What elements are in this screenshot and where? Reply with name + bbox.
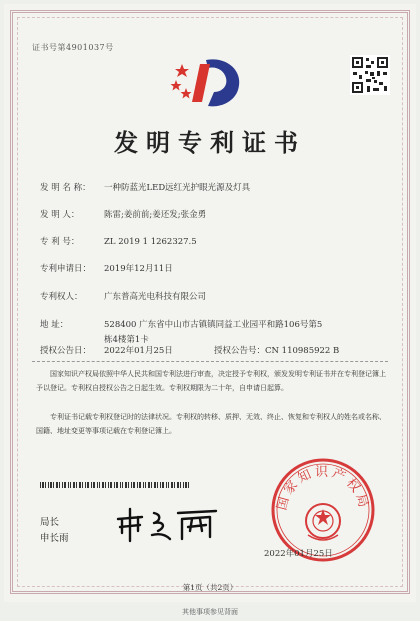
field-invention-name: [40, 183, 250, 194]
field-label: 发 明 名 称：: [40, 183, 91, 193]
field-label: 专利申请日：: [40, 264, 92, 274]
director-title: 局长: [40, 517, 60, 528]
field-patentee: [40, 292, 206, 303]
field-value: 528400 广东省中山市古镇镇同益工业园平和路106号第5: [104, 320, 323, 330]
field-grant-date: [40, 346, 339, 357]
certificate-title: 发明专利证书: [114, 128, 306, 157]
page-number: 第1页（共2页）: [182, 583, 238, 592]
paragraph-legal-status: 专利证书记载专利权登记时的法律状况。专利权的转移、质押、无效、终止、恢复和专利权人的姓名或名称、国籍、地址变更等事项记载在专利登记簿上。: [36, 413, 386, 435]
field-value: 2022年01月25日: [104, 346, 173, 356]
cnipa-logo: [168, 50, 248, 112]
svg-text:国家知识产权局: 国家知识产权局: [274, 465, 372, 512]
field-label: 授权公告号：: [214, 346, 266, 356]
qr-code: [350, 55, 390, 95]
seal-date: 2022年01月25日: [264, 549, 333, 559]
director-name: 申长雨: [40, 533, 69, 544]
field-value: CN 110985922 B: [265, 346, 340, 356]
field-value: 2019年12月11日: [104, 264, 173, 274]
field-value: 广东普高光电科技有限公司: [104, 292, 207, 302]
barcode: [40, 482, 190, 488]
paragraph-grant: 国家知识产权局依照中华人民共和国专利法进行审查，决定授予专利权，颁发发明专利证书并在专利登记簿上予以登记。专利权自授权公告之日起生效。专利权期限为二十年，自申请日起算。: [36, 370, 386, 392]
field-value: 一种防蓝光LED远红光护眼光源及灯具: [104, 183, 251, 193]
field-filing-date: [40, 264, 173, 275]
field-label: 专 利 号：: [40, 237, 80, 247]
field-address: [40, 320, 322, 331]
field-label: 地 址：: [40, 320, 69, 330]
field-value: ZL 2019 1 1262327.5: [104, 237, 197, 247]
field-label: 授权公告日：: [40, 346, 92, 356]
field-patent-number: [40, 237, 197, 248]
field-label: 发 明 人：: [40, 210, 80, 220]
handwritten-signature: [112, 505, 222, 543]
field-inventors: [40, 210, 206, 221]
certificate-number: 证书号第4901037号: [32, 43, 114, 52]
field-address-line2: 栋4楼第1卡: [104, 335, 149, 345]
field-label: 专利权人：: [40, 292, 83, 302]
field-value: 陈雷;姜前前;姜还发;张金勇: [104, 210, 207, 220]
footer-note: 其他事项参见背面: [182, 608, 238, 616]
divider: [32, 361, 388, 362]
